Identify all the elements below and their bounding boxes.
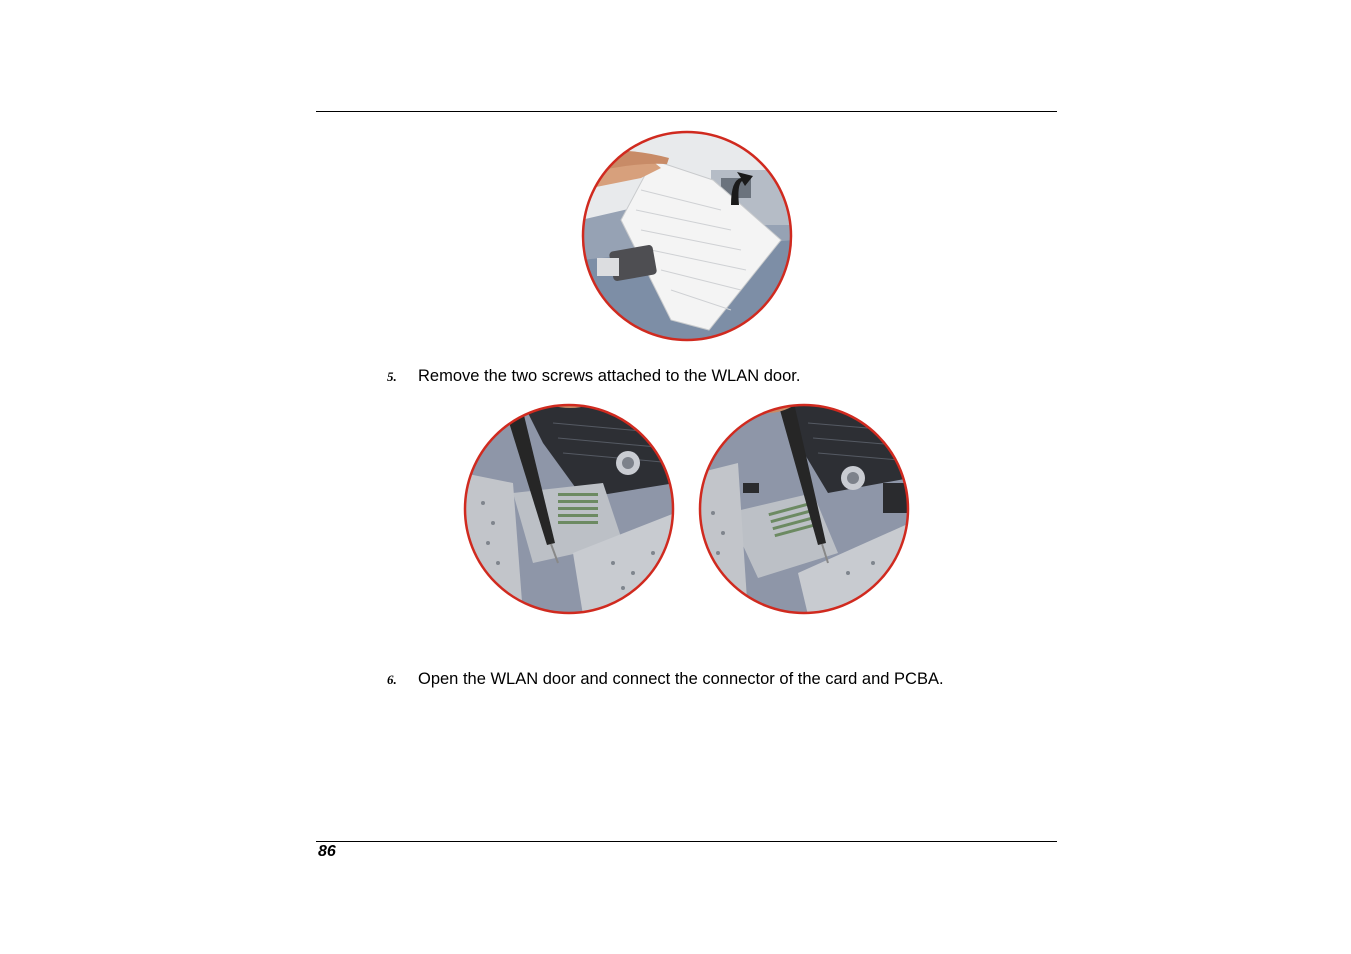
step-6	[387, 669, 944, 690]
footer-rule	[316, 841, 1057, 842]
step-6-number: 6.	[387, 672, 397, 687]
page-number: 86	[318, 843, 336, 860]
keyboard-lift-photo	[581, 130, 793, 342]
header-rule	[316, 111, 1057, 112]
step-5-number: 5.	[387, 369, 397, 384]
step-5-text: Remove the two screws attached to the WLAN door.	[418, 367, 801, 385]
step-6-text: Open the WLAN door and connect the connector of the card and PCBA.	[418, 670, 944, 688]
step-5	[387, 366, 800, 387]
screw-removal-left-photo	[463, 403, 675, 615]
screw-removal-right-photo	[698, 403, 910, 615]
